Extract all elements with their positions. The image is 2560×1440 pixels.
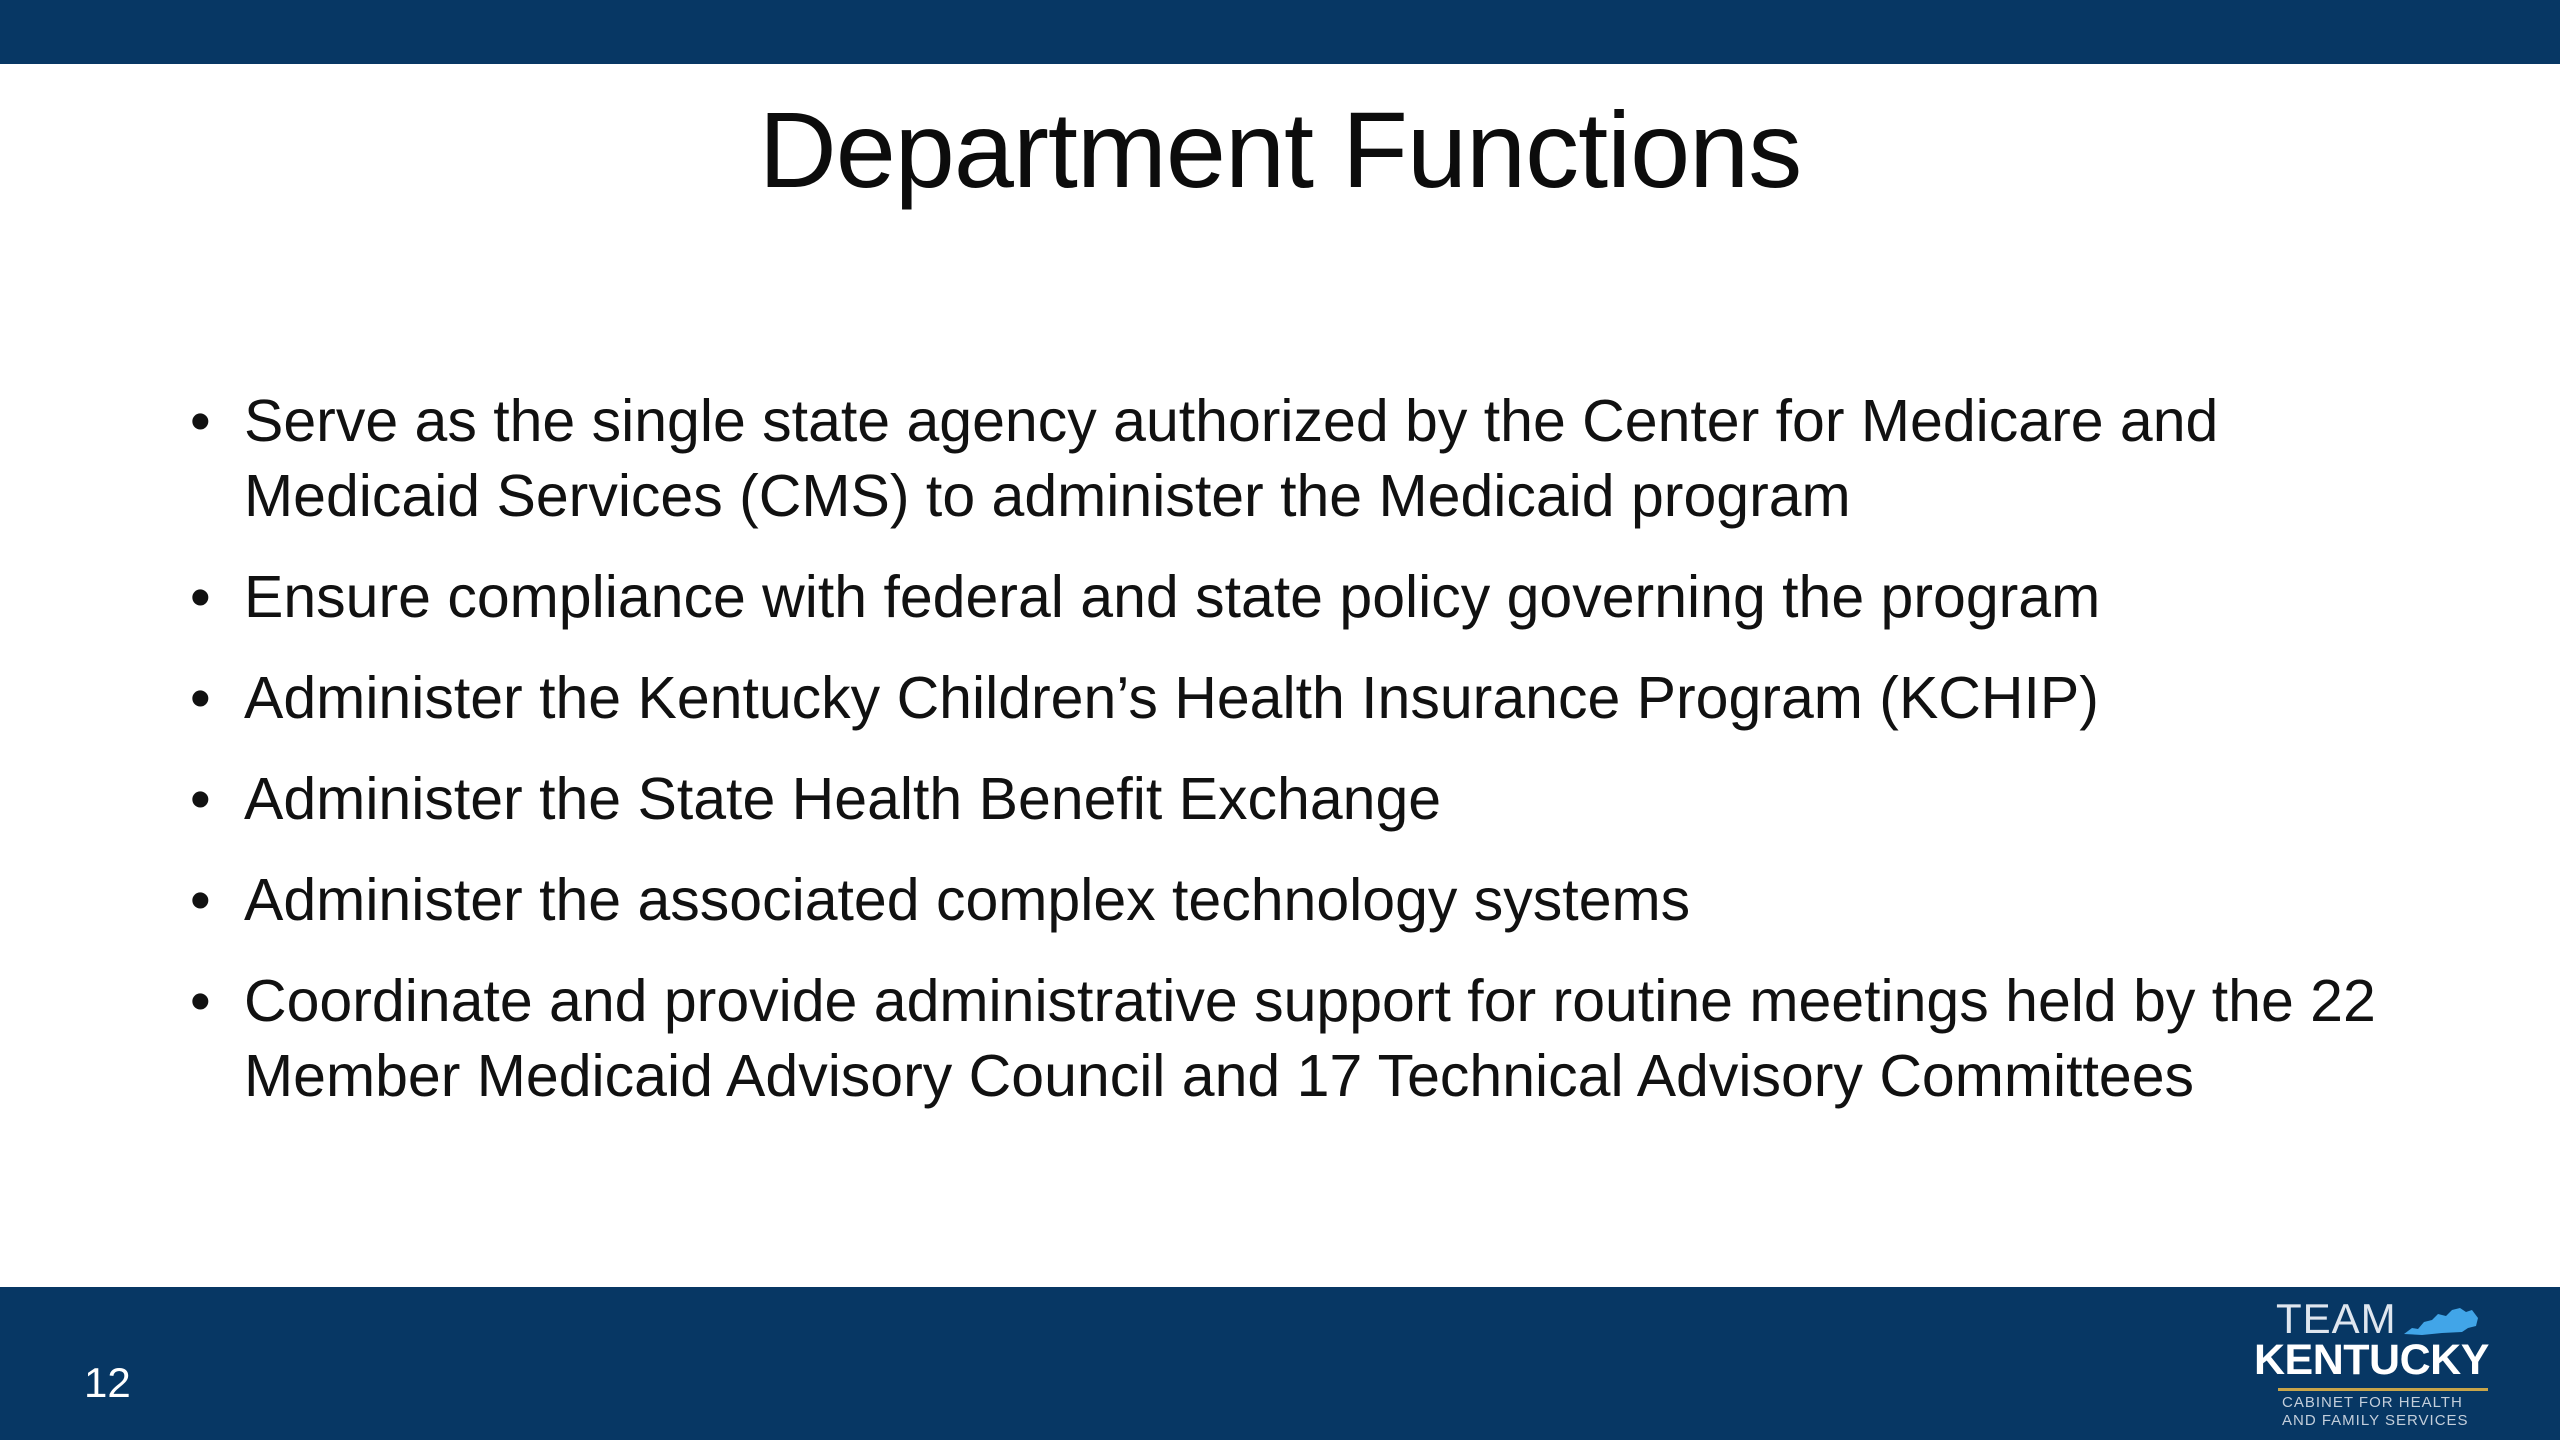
- bullet-text: Serve as the single state agency authorized by the Center for Medicare and Medicaid Services (CMS) to administer the Medicaid program: [244, 388, 2219, 529]
- bullet-list: [190, 384, 2390, 1140]
- kentucky-state-icon: [2402, 1304, 2480, 1338]
- logo-subtitle-line: AND FAMILY SERVICES: [2282, 1412, 2469, 1429]
- bullet-dot-icon: •: [190, 968, 211, 1034]
- logo-kentucky-text: KENTUCKY: [2254, 1336, 2489, 1384]
- bullet-item: [190, 863, 2390, 938]
- bullet-dot-icon: •: [190, 766, 211, 832]
- top-banner: [0, 0, 2560, 64]
- bullet-dot-icon: •: [190, 564, 211, 630]
- bullet-item: [190, 661, 2390, 736]
- bullet-text: Coordinate and provide administrative support for routine meetings held by the 22 Member Medicaid Advisory Council and 17 Technical Advisory Committees: [244, 968, 2376, 1109]
- bullet-item: [190, 762, 2390, 837]
- bullet-item: [190, 560, 2390, 635]
- bullet-dot-icon: •: [190, 388, 211, 454]
- bullet-item: [190, 964, 2390, 1114]
- bullet-text: Administer the State Health Benefit Exchange: [244, 766, 1442, 832]
- bullet-dot-icon: •: [190, 867, 211, 933]
- bullet-text: Administer the Kentucky Children’s Health Insurance Program (KCHIP): [244, 665, 2099, 731]
- bullet-item: [190, 384, 2390, 534]
- team-kentucky-logo: [2250, 1296, 2510, 1436]
- logo-team-text: TEAM: [2276, 1295, 2397, 1342]
- logo-divider: [2278, 1388, 2488, 1391]
- bullet-text: Administer the associated complex technology systems: [244, 867, 1691, 933]
- logo-subtitle-line: CABINET FOR HEALTH: [2282, 1394, 2463, 1411]
- page-number: 12: [84, 1359, 131, 1406]
- bullet-dot-icon: •: [190, 665, 211, 731]
- logo-subtitle: [2282, 1394, 2492, 1430]
- slide-title: Department Functions: [758, 89, 1802, 210]
- bullet-text: Ensure compliance with federal and state policy governing the program: [244, 564, 2101, 630]
- bottom-banner: [0, 1287, 2560, 1440]
